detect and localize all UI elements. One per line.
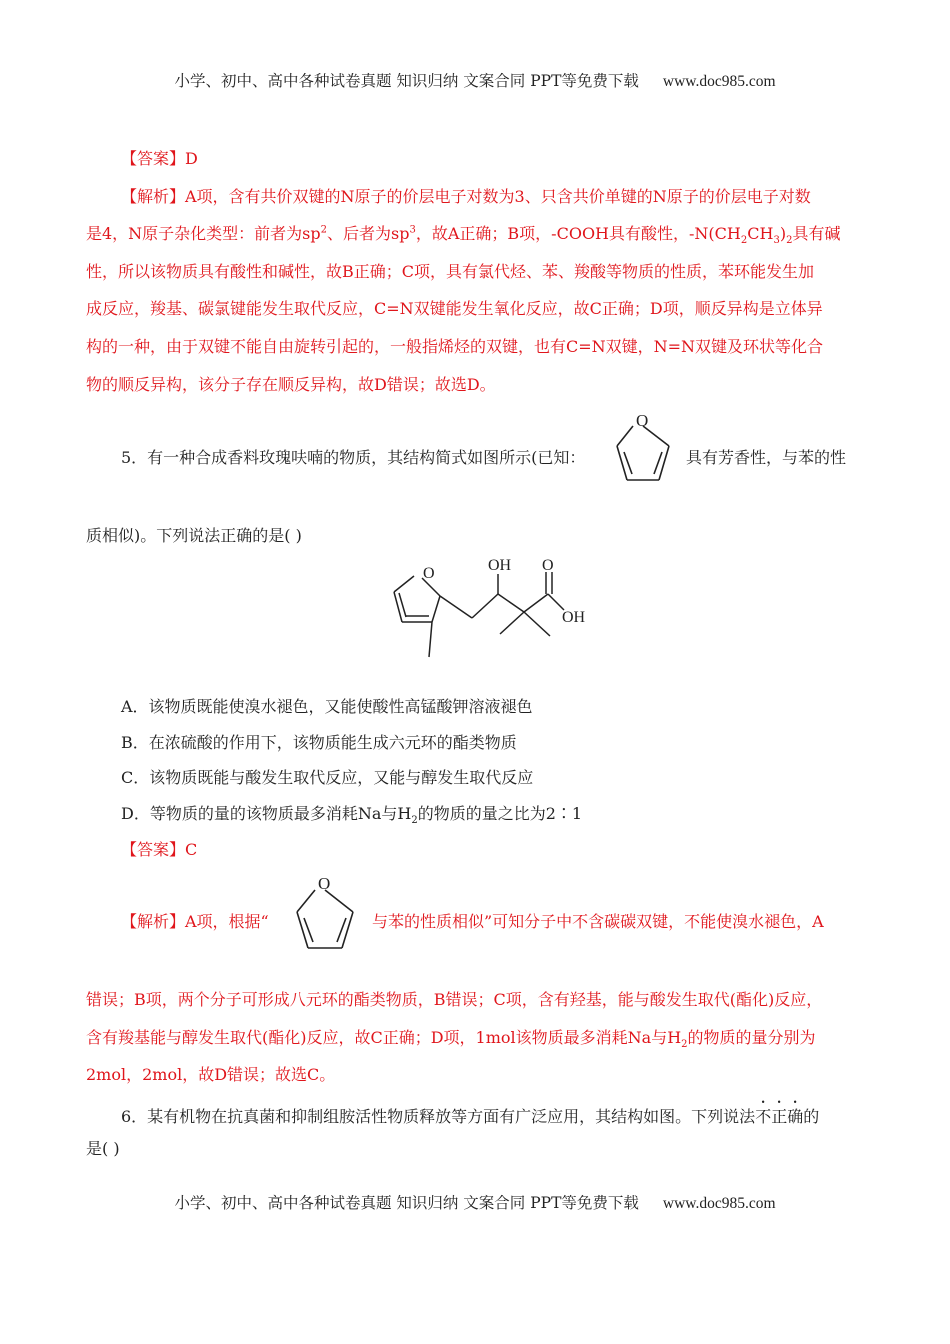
carbonyl-o-label: O [542,557,554,574]
furan-structure [603,402,683,492]
q6-stem-line-2: 是( ) [86,1139,120,1158]
page-header [0,69,950,91]
q5-explanation-part-2: 与苯的性质相似”可知分子中不含碳碳双键，不能使溴水褪色，A [372,912,824,931]
q5-explanation-line-4: 2mol，2mol，故D错误；故选C。 [86,1065,336,1084]
q4-explanation-line-4: 成反应，羧基、碳氯键能发生取代反应，C=N双键能发生氧化反应，故C正确；D项，顺反异构是立体异 [86,299,823,318]
q5-explanation-line-3: 含有羧基能与醇发生取代(酯化)反应，故C正确；D项，1mol该物质最多消耗Na与$H_2$的物质的量分别为 [86,1028,816,1051]
ring-o-label: O [423,565,435,582]
header-site: www.doc985.com [662,73,776,90]
q5-option-b: B．在浓硫酸的作用下，该物质能生成六元环的酯类物质 [121,733,517,752]
q4-explanation-line-3: 性，所以该物质具有酸性和碱性，故B正确；C项，具有氯代烃、苯、羧酸等物质的性质，苯环能发生加 [86,262,815,281]
q5-stem-part-2: 具有芳香性，与苯的性 [686,448,847,467]
acid-oh-label: OH [562,609,586,626]
q5-option-c: C．该物质既能与酸发生取代反应，又能与醇发生取代反应 [121,768,534,787]
q5-option-a: A．该物质既能使溴水褪色，又能使酸性高锰酸钾溶液褪色 [121,697,533,716]
q4-explanation-line-6: 物的顺反异构，该分子存在顺反异构，故D错误；故选D。 [86,375,496,394]
page-footer [0,1191,950,1213]
q4-explanation-line-1: 【解析】A项，含有共价双键的N原子的价层电子对数为3、只含共价单键的N原子的价层电子对数 [121,187,811,206]
q4-answer: 【答案】D [121,149,198,168]
q4-explanation-line-5: 构的一种，由于双键不能自由旋转引起的，一般指烯烃的双键，也有C=N双键，N=N双键及环状等化合 [86,337,824,356]
header-text: 小学、初中、高中各种试卷真题 知识归纳 文案合同 PPT等免费下载 [174,72,639,90]
q5-stem-part-1: 5．有一种合成香料玫瑰呋喃的物质，其结构简式如图所示(已知： [121,448,586,467]
furan-structure-inline [283,866,369,958]
furan-inline-o-label: O [318,874,331,893]
q5-explanation-line-2: 错误；B项，两个分子可形成八元环的酯类物质，B错误；C项，含有羟基，能与酸发生取代(酯化)反应， [86,990,823,1009]
q5-explanation-part-1: 【解析】A项，根据“ [121,912,269,931]
footer-site: www.doc985.com [662,1195,776,1212]
furan-o-label: O [636,411,649,430]
q5-stem-part-3: 质相似)。下列说法正确的是( ) [86,526,302,545]
q6-stem-line-1: 6．某有机物在抗真菌和抑制组胺活性物质释放等方面有广泛应用，其结构如图。下列说法不正确的 [121,1107,820,1126]
rose-furan-acid-structure [380,550,600,665]
footer-text: 小学、初中、高中各种试卷真题 知识归纳 文案合同 PPT等免费下载 [174,1194,639,1212]
hydroxyl-label: OH [488,557,512,574]
q5-answer: 【答案】C [121,840,198,859]
emphasis-not-correct: 不正确 [755,1107,804,1126]
q4-explanation-line-2: 是4，N原子杂化类型：前者为$sp^2$、后者为$sp^3$，故A正确；B项，-COOH具有酸性，$-N(CH_2CH_3)_2$具有碱 [86,224,841,247]
q5-option-d: D．等物质的量的该物质最多消耗Na与$H_2$的物质的量之比为2∶1 [121,804,583,827]
